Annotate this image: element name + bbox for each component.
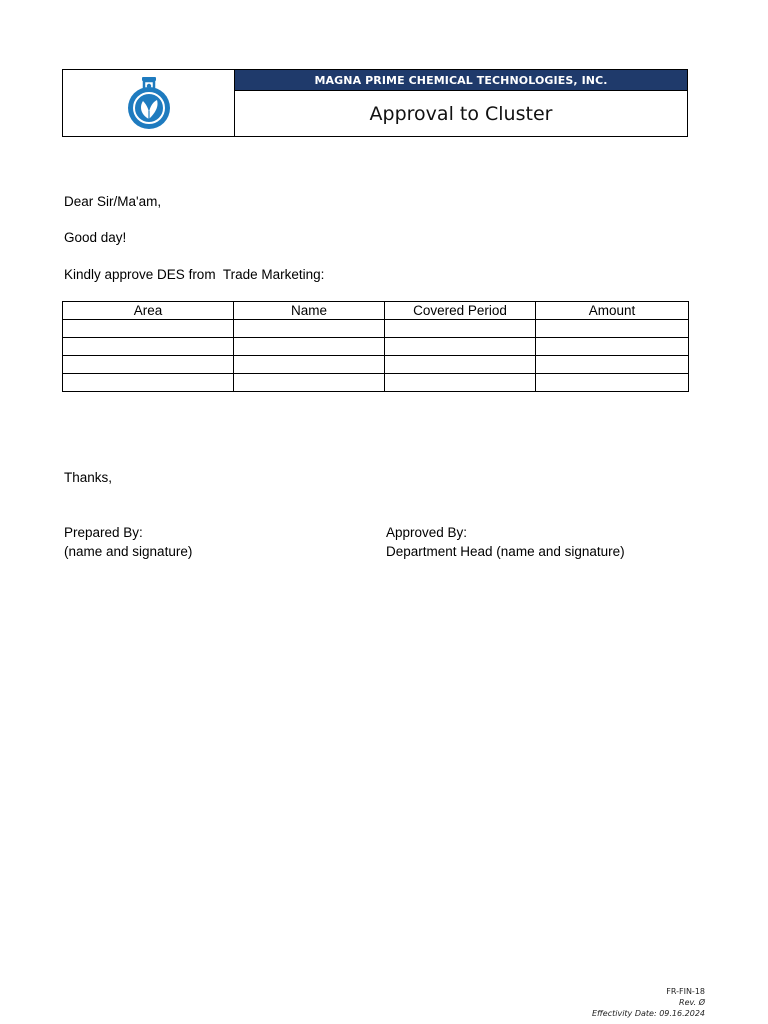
table-cell[interactable] xyxy=(536,338,689,356)
table-row xyxy=(63,338,689,356)
title-cell xyxy=(235,70,687,136)
table-cell[interactable] xyxy=(63,320,234,338)
table-row xyxy=(63,320,689,338)
request-text: Kindly approve DES from Trade Marketing: xyxy=(64,267,325,282)
prepared-by-sub: (name and signature) xyxy=(64,544,193,559)
revision: Rev. Ø xyxy=(679,998,705,1007)
document-title: Approval to Cluster xyxy=(369,102,553,125)
des-table xyxy=(62,301,689,392)
table-cell[interactable] xyxy=(234,356,385,374)
table-cell[interactable] xyxy=(63,356,234,374)
table-cell[interactable] xyxy=(234,320,385,338)
column-header-covered-period: Covered Period xyxy=(385,302,536,320)
approved-by-sub: Department Head (name and signature) xyxy=(386,544,625,559)
greeting: Good day! xyxy=(64,230,127,245)
effectivity-date: Effectivity Date: 09.16.2024 xyxy=(591,1009,705,1018)
prepared-by-label: Prepared By: xyxy=(64,525,143,540)
column-header-area: Area xyxy=(63,302,234,320)
closing: Thanks, xyxy=(64,470,113,485)
table-cell[interactable] xyxy=(63,374,234,392)
column-header-amount: Amount xyxy=(536,302,689,320)
table-header-row xyxy=(63,302,689,320)
logo-cell xyxy=(63,70,235,136)
document-header xyxy=(62,69,688,137)
company-name: MAGNA PRIME CHEMICAL TECHNOLOGIES, INC. xyxy=(235,70,687,91)
table-cell[interactable] xyxy=(536,320,689,338)
table-cell[interactable] xyxy=(63,338,234,356)
table-cell[interactable] xyxy=(234,374,385,392)
table-cell[interactable] xyxy=(385,374,536,392)
table-cell[interactable] xyxy=(385,320,536,338)
form-code: FR-FIN-18 xyxy=(666,987,705,996)
table-cell[interactable] xyxy=(385,338,536,356)
approved-by-label: Approved By: xyxy=(386,525,468,540)
table-cell[interactable] xyxy=(385,356,536,374)
table-row xyxy=(63,374,689,392)
salutation: Dear Sir/Ma'am, xyxy=(64,194,162,209)
form-code-block xyxy=(592,986,705,1019)
table-cell[interactable] xyxy=(536,356,689,374)
table-cell[interactable] xyxy=(536,374,689,392)
table-cell[interactable] xyxy=(234,338,385,356)
flask-leaf-logo-icon xyxy=(123,75,175,131)
table-row xyxy=(63,356,689,374)
column-header-name: Name xyxy=(234,302,385,320)
